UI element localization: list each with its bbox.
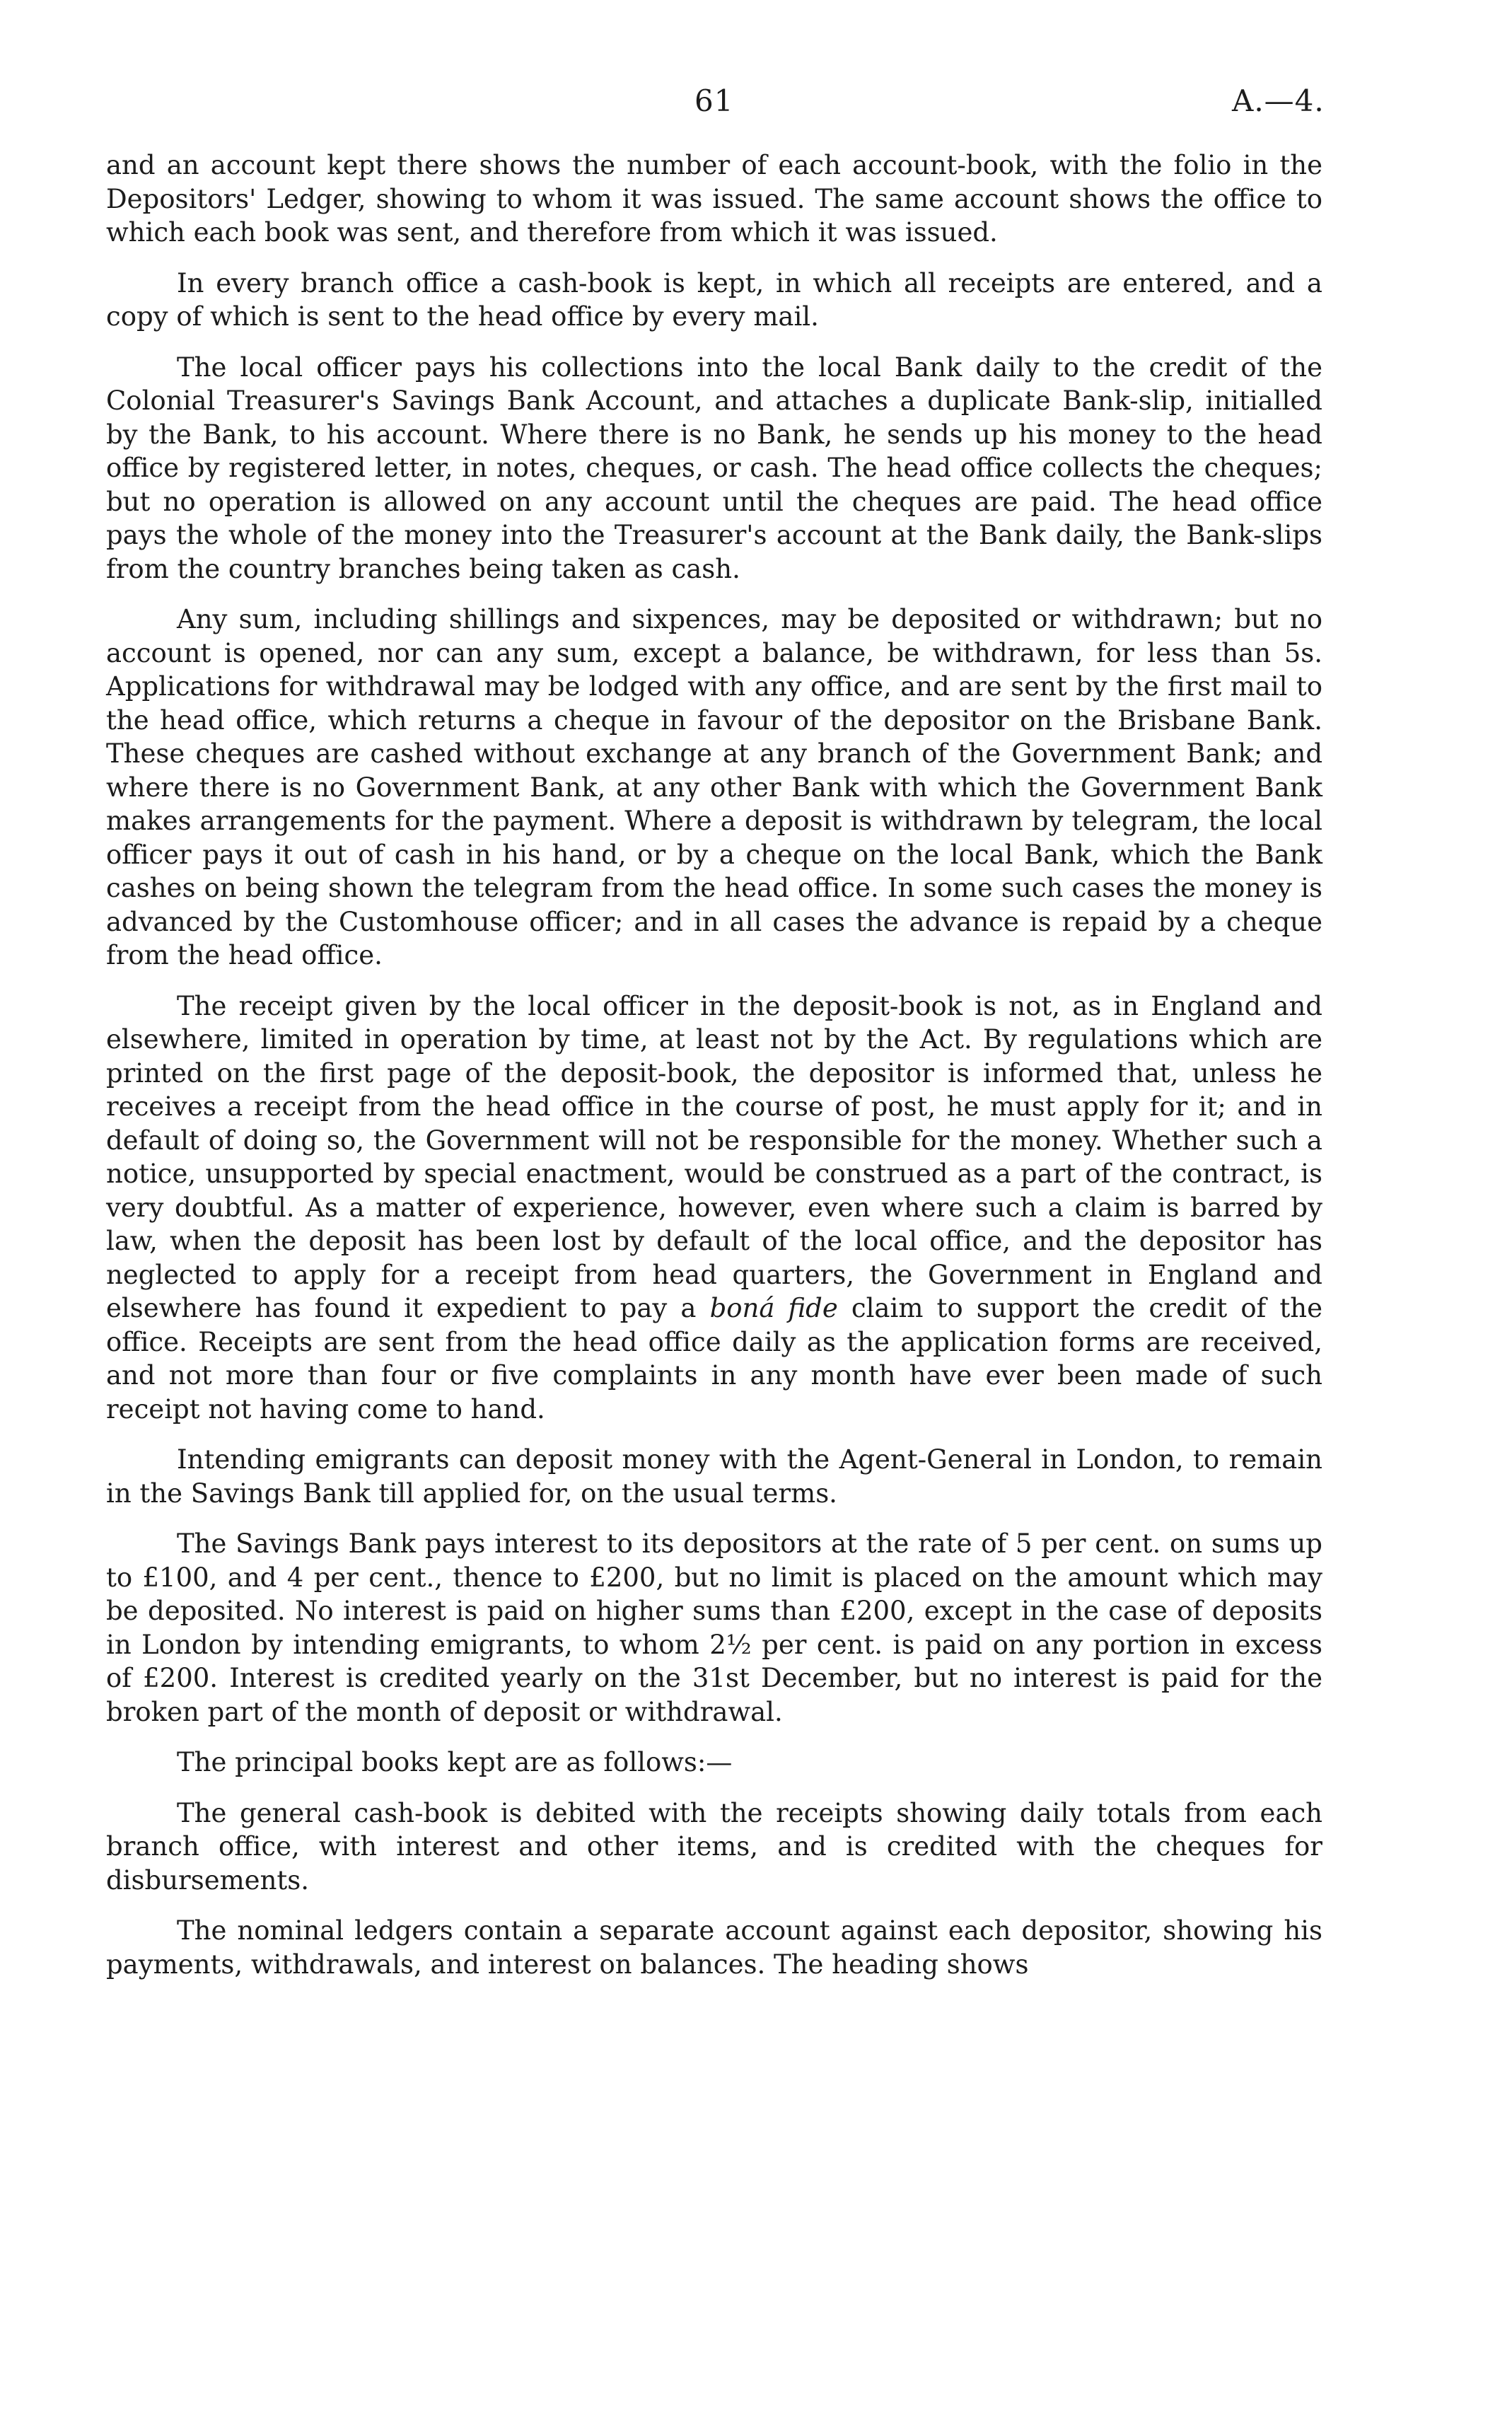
page-number: 61 [694, 83, 734, 118]
paragraph-nominal-ledgers: The nominal ledgers contain a separate account against each depositor, showing his payments, withdrawals, and interest on balances. The heading shows [106, 1915, 1322, 1980]
paragraph-receipt-text-before: The receipt given by the local officer in the deposit-book is not, as in England and elsewhere, limited in operation by time, at least not by the Act. By regulations which are printed on the first page of the deposit-book, the depositor is informed that, unless he receives a receipt from the head office in the course of post, he must apply for it; and in default of doing so, the Government will not be responsible for the money. Whether such a notice, unsupported by special enactment, would be construed as a part of the contract, is very doubtful. As a matter of experience, however, even where such a claim is barred by law, when the deposit has been lost by default of the local office, and the depositor has neglected to apply for a receipt from head quarters, the Government in England and elsewhere has found it expedient to pay a [106, 990, 1322, 1323]
body-text [106, 149, 1322, 1998]
paragraph-local-officer-collections: The local officer pays his collections into the local Bank daily to the credit of the Colonial Treasurer's Savings Bank Account, and attaches a duplicate Bank-slip, initialled by the Bank, to his account. Where there is no Bank, he sends up his money to the head office by registered letter, in notes, cheques, or cash. The head office collects the cheques; but no operation is allowed on any account until the cheques are paid. The head office pays the whole of the money into the Treasurer's account at the Bank daily, the Bank-slips from the country branches being taken as cash. [106, 352, 1322, 584]
paragraph-general-cash-book: The general cash-book is debited with the receipts showing daily totals from each branch office, with interest and other items, and is credited with the cheques for disbursements. [106, 1797, 1322, 1896]
page-header [0, 83, 1512, 126]
paragraph-principal-books: The principal books kept are as follows:— [177, 1747, 733, 1777]
paragraph-receipt-deposit-book [106, 990, 1322, 1427]
italic-bona-fide: boná fide [709, 1293, 838, 1323]
paragraph-branch-cash-book: In every branch office a cash-book is kept, in which all receipts are entered, and a copy of which is sent to the head office by every mail. [106, 267, 1322, 332]
paragraph-deposits-withdrawals: Any sum, including shillings and sixpences, may be deposited or withdrawn; but no account is opened, nor can any sum, except a balance, be withdrawn, for less than 5s. Applications for withdrawal may be lodged with any office, and are sent by the first mail to the head office, which returns a cheque in favour of the depositor on the Brisbane Bank. These cheques are cashed without exchange at any branch of the Government Bank; and where there is no Government Bank, at any other Bank with which the Government Bank makes arrangements for the payment. Where a deposit is withdrawn by telegram, the local officer pays it out of cash in his hand, or by a cheque on the local Bank, which the Bank cashes on being shown the telegram from the head office. In some such cases the money is advanced by the Customhouse officer; and in all cases the advance is repaid by a cheque from the head office. [106, 604, 1322, 970]
document-reference: A.—4. [1232, 83, 1325, 118]
paragraph-receipt-text-after: claim to support the credit of the office. Receipts are sent from the head office daily as the application forms are received, and not more than four or five complaints in any month have ever been made of such receipt not having come to hand. [106, 1293, 1322, 1424]
paragraph-continuation: and an account kept there shows the number of each account-book, with the folio in the Depositors' Ledger, showing to whom it was issued. The same account shows the office to which each book was sent, and therefore from which it was issued. [106, 150, 1322, 248]
paragraph-emigrants: Intending emigrants can deposit money with the Agent-General in London, to remain in the Savings Bank till applied for, on the usual terms. [106, 1444, 1322, 1509]
paragraph-interest-rates: The Savings Bank pays interest to its depositors at the rate of 5 per cent. on sums up to £100, and 4 per cent., thence to £200, but no limit is placed on the amount which may be deposited. No interest is paid on higher sums than £200, except in the case of deposits in London by intending emigrants, to whom 2½ per cent. is paid on any portion in excess of £200. Interest is credited yearly on the 31st December, but no interest is paid for the broken part of the month of deposit or withdrawal. [106, 1528, 1322, 1727]
